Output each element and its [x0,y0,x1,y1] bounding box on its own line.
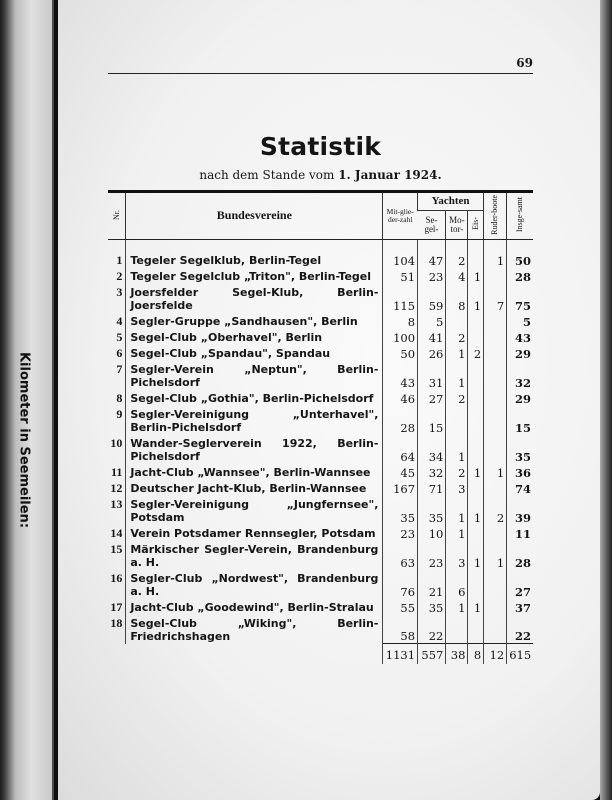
rowing-boats-count [484,361,507,390]
members-count: 46 [383,390,418,406]
club-name: Segel-Club „Spandau", Spandau [126,345,383,361]
motor-yachts-count: 2 [446,390,468,406]
motor-yachts-count: 1 [446,599,468,615]
total-count: 43 [507,329,533,345]
total-count: 5 [507,313,533,329]
club-name: Segler-Vereinigung „Jungfernsee", Potsdam [126,496,383,525]
motor-yachts-count: 1 [446,361,468,390]
rowing-boats-count: 1 [484,252,507,268]
rowing-boats-count [484,435,507,464]
sailing-yachts-count: 27 [418,390,446,406]
total-count: 35 [507,435,533,464]
motor-yachts-count: 1 [446,345,468,361]
ice-yachts-count [468,329,484,345]
totals-blank [108,644,126,665]
club-name: Segler-Club „Nordwest", Brandenburg a. H. [126,570,383,599]
members-count: 167 [383,480,418,496]
total-motor: 38 [446,644,468,665]
ice-yachts-count: 1 [468,599,484,615]
members-count: 28 [383,406,418,435]
row-number: 15 [110,541,123,556]
club-name: Wander-Seglerverein 1922, Berlin-Pichelsdorf [126,435,383,464]
motor-yachts-count: 4 [446,268,468,284]
rowing-boats-count: 2 [484,496,507,525]
row-number: 6 [116,345,123,360]
rowing-boats-count [484,599,507,615]
table-row [108,268,533,284]
header-mitglieder: Mit-glie-der-zahl [383,192,418,240]
page-edge [600,0,612,800]
table-row [108,284,533,313]
sailing-yachts-count: 41 [418,329,446,345]
sailing-yachts-count: 71 [418,480,446,496]
rowing-boats-count [484,525,507,541]
members-count: 104 [383,252,418,268]
row-number: 10 [110,435,123,450]
total-insgesamt: 615 [507,644,533,665]
row-number: 4 [116,313,123,328]
sailing-yachts-count: 21 [418,570,446,599]
total-count: 29 [507,345,533,361]
table-row [108,435,533,464]
motor-yachts-count: 2 [446,329,468,345]
club-name: Segel-Club „Oberhavel", Berlin [126,329,383,345]
motor-yachts-count [446,313,468,329]
motor-yachts-count: 3 [446,480,468,496]
total-mitglieder: 1131 [383,644,418,665]
total-segel: 557 [418,644,446,665]
ice-yachts-count: 1 [468,284,484,313]
total-count: 22 [507,615,533,644]
sailing-yachts-count: 35 [418,599,446,615]
club-name: Jacht-Club „Goodewind", Berlin-Stralau [126,599,383,615]
club-name: Tegeler Segelclub „Triton", Berlin-Tegel [126,268,383,284]
sailing-yachts-count: 5 [418,313,446,329]
table-row [108,464,533,480]
header-insgesamt: Insge-samt [507,192,533,240]
members-count: 63 [383,541,418,570]
sailing-yachts-count: 34 [418,435,446,464]
statistics-table-wrapper [108,190,533,664]
ice-yachts-count [468,525,484,541]
header-eis: Eis- [468,210,484,239]
club-name: Joersfelder Segel-Klub, Berlin-Joersfelde [126,284,383,313]
rowing-boats-count [484,313,507,329]
total-count: 75 [507,284,533,313]
total-count: 50 [507,252,533,268]
members-count: 55 [383,599,418,615]
total-count: 11 [507,525,533,541]
sailing-yachts-count: 26 [418,345,446,361]
club-name: Segler-Vereinigung „Unterhavel", Berlin-Pichelsdorf [126,406,383,435]
total-count: 74 [507,480,533,496]
club-name: Segel-Club „Gothia", Berlin-Pichelsdorf [126,390,383,406]
members-count: 43 [383,361,418,390]
page-subtitle [108,168,533,182]
row-number: 7 [116,361,123,376]
row-number: 16 [110,570,123,585]
sailing-yachts-count: 59 [418,284,446,313]
row-number: 12 [110,480,123,495]
members-count: 23 [383,525,418,541]
sailing-yachts-count: 47 [418,252,446,268]
members-count: 51 [383,268,418,284]
header-rule [108,73,533,74]
rowing-boats-count: 1 [484,541,507,570]
motor-yachts-count: 3 [446,541,468,570]
members-count: 100 [383,329,418,345]
totals-blank [126,644,383,665]
row-number: 5 [116,329,123,344]
rowing-boats-count [484,406,507,435]
table-row [108,525,533,541]
motor-yachts-count: 1 [446,435,468,464]
sailing-yachts-count: 22 [418,615,446,644]
members-count: 50 [383,345,418,361]
total-count: 29 [507,390,533,406]
rowing-boats-count [484,345,507,361]
members-count: 58 [383,615,418,644]
motor-yachts-count: 6 [446,570,468,599]
subtitle-date: 1. Januar 1924. [338,168,442,182]
members-count: 115 [383,284,418,313]
table-row [108,345,533,361]
club-name: Segel-Club „Wiking", Berlin-Friedrichshagen [126,615,383,644]
row-number: 9 [116,406,123,421]
table-row [108,480,533,496]
row-number: 13 [110,496,123,511]
header-motor: Mo-tor- [446,210,468,239]
total-ruder: 12 [484,644,507,665]
row-number: 1 [116,252,123,267]
ice-yachts-count [468,313,484,329]
subtitle-prefix: nach dem Stande vom [199,168,339,182]
ice-yachts-count [468,615,484,644]
ice-yachts-count [468,406,484,435]
rowing-boats-count [484,615,507,644]
sailing-yachts-count: 23 [418,541,446,570]
total-count: 39 [507,496,533,525]
total-count: 36 [507,464,533,480]
ice-yachts-count [468,435,484,464]
header-nr: Nr. [108,192,126,240]
row-number: 18 [110,615,123,630]
rowing-boats-count [484,329,507,345]
motor-yachts-count: 1 [446,496,468,525]
club-name: Segler-Gruppe „Sandhausen", Berlin [126,313,383,329]
club-name: Märkischer Segler-Verein, Brandenburg a. H. [126,541,383,570]
table-row [108,361,533,390]
total-count: 27 [507,570,533,599]
page-title: Statistik [259,132,382,161]
ice-yachts-count [468,570,484,599]
rowing-boats-count [484,570,507,599]
ice-yachts-count: 1 [468,464,484,480]
members-count: 8 [383,313,418,329]
rowing-boats-count [484,268,507,284]
rowing-boats-count [484,390,507,406]
club-name: Verein Potsdamer Rennsegler, Potsdam [126,525,383,541]
club-name: Tegeler Segelklub, Berlin-Tegel [126,252,383,268]
row-number: 11 [110,464,123,479]
members-count: 76 [383,570,418,599]
ice-yachts-count: 1 [468,496,484,525]
motor-yachts-count: 2 [446,464,468,480]
table-body [108,239,533,644]
table-row [108,313,533,329]
motor-yachts-count: 1 [446,525,468,541]
total-count: 37 [507,599,533,615]
total-count: 32 [507,361,533,390]
table-row [108,406,533,435]
members-count: 64 [383,435,418,464]
side-margin-text: Kilometer in Seemeilen: [16,351,32,529]
statistics-table [108,190,533,664]
rowing-boats-count [484,480,507,496]
table-row [108,496,533,525]
total-count: 28 [507,541,533,570]
sailing-yachts-count: 15 [418,406,446,435]
table-row [108,390,533,406]
ice-yachts-count [468,252,484,268]
rowing-boats-count: 1 [484,464,507,480]
page-number: 69 [516,56,533,70]
table-row [108,541,533,570]
sailing-yachts-count: 31 [418,361,446,390]
total-eis: 8 [468,644,484,665]
sailing-yachts-count: 23 [418,268,446,284]
header-segel: Se-gel- [418,210,446,239]
sailing-yachts-count: 10 [418,525,446,541]
motor-yachts-count: 2 [446,252,468,268]
header-yachten: Yachten [418,192,484,211]
members-count: 35 [383,496,418,525]
sailing-yachts-count: 32 [418,464,446,480]
motor-yachts-count [446,406,468,435]
club-name: Segler-Verein „Neptun", Berlin-Pichelsdorf [126,361,383,390]
table-row [108,615,533,644]
header-bundesvereine: Bundesvereine [126,192,383,240]
row-number: 3 [116,284,123,299]
ice-yachts-count: 1 [468,541,484,570]
row-number: 8 [116,390,123,405]
row-number: 2 [116,268,123,283]
ice-yachts-count: 1 [468,268,484,284]
table-row [108,570,533,599]
table-row [108,329,533,345]
totals-row [108,644,533,665]
motor-yachts-count [446,615,468,644]
club-name: Deutscher Jacht-Klub, Berlin-Wannsee [126,480,383,496]
rowing-boats-count: 7 [484,284,507,313]
row-number: 17 [110,599,123,614]
ice-yachts-count [468,390,484,406]
ice-yachts-count [468,480,484,496]
row-number: 14 [110,525,123,540]
total-count: 15 [507,406,533,435]
sailing-yachts-count: 35 [418,496,446,525]
club-name: Jacht-Club „Wannsee", Berlin-Wannsee [126,464,383,480]
header-ruderboote: Ruder-boote [484,192,507,240]
table-row [108,599,533,615]
ice-yachts-count: 2 [468,345,484,361]
table-row [108,252,533,268]
ice-yachts-count [468,361,484,390]
total-count: 28 [507,268,533,284]
members-count: 45 [383,464,418,480]
motor-yachts-count: 8 [446,284,468,313]
